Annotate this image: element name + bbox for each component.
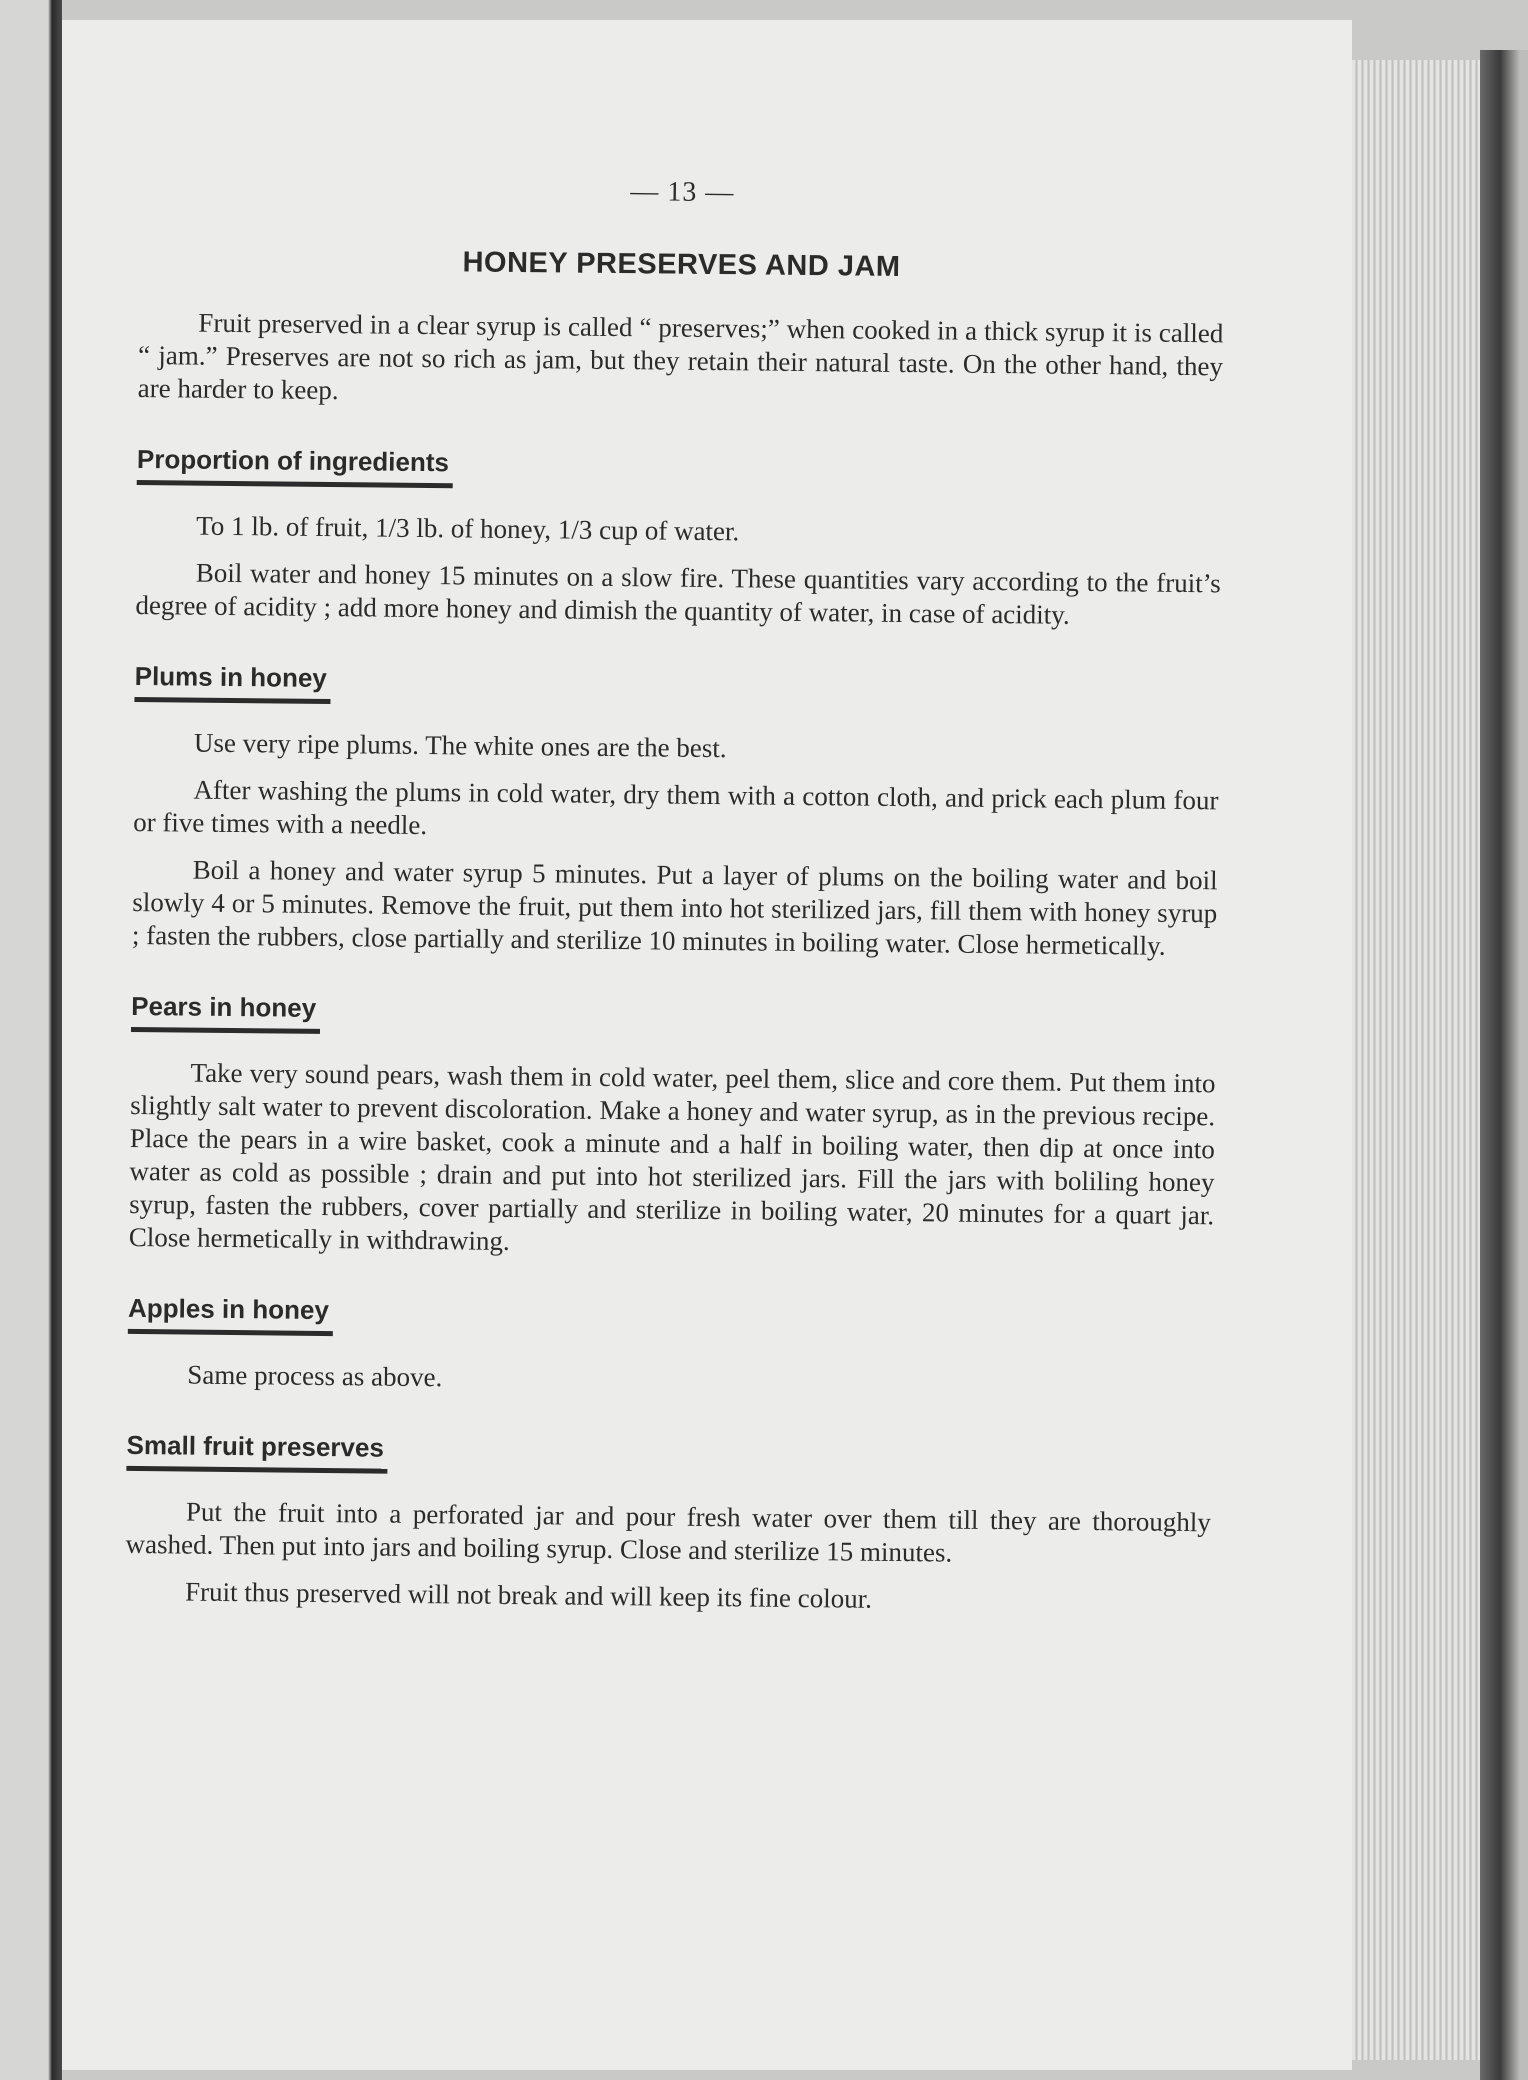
paragraph: Use very ripe plums. The white ones are the best. bbox=[193, 727, 727, 764]
paragraph: Same process as above. bbox=[187, 1359, 443, 1393]
section-heading: Small fruit preserves bbox=[126, 1429, 388, 1474]
intro-paragraph: Fruit preserved in a clear syrup is called “ preserves;” when cooked in a thick syrup it is called “ jam.” Preserves are not so rich as jam, but they retain their natural taste. On the other hand, they are harder to keep. bbox=[137, 307, 1224, 406]
section-proportion-of-ingredients bbox=[135, 419, 1222, 633]
paragraph: Boil a honey and water syrup 5 minutes. Put a layer of plums on the boiling water and boil slowly 4 or 5 minutes. Remove the fruit, put them into hot sterilized jars, fill them with honey syrup ; fasten the rubbers, close partially and sterilize 10 minutes in boiling water. Close hermetically. bbox=[131, 854, 1218, 961]
paragraph: Take very sound pears, wash them in cold water, peel them, slice and core them. Put them into slightly salt water to prevent discoloration. Make a honey and water syrup, as in the previous recipe. Place the pears in a wire basket, cook a minute and a half in boiling water, then dip at once into water as cold as possible ; drain and put into hot sterilized jars. Fill the jars with boliling honey syrup, fasten the rubbers, cover partially and sterilize in boiling water, 20 minutes for a quart jar. Close hermetically in withdrawing. bbox=[128, 1057, 1216, 1256]
section-pears-in-honey bbox=[129, 966, 1217, 1265]
paragraph: Put the fruit into a perforated jar and pour fresh water over them till they are thoroughly washed. Then put into jars and boiling syrup. Close and sterilize 15 minutes. bbox=[125, 1496, 1212, 1568]
book-cover-edge bbox=[1480, 50, 1528, 2080]
section-apples-in-honey bbox=[127, 1268, 1213, 1402]
paragraph: Fruit thus preserved will not break and will keep its fine colour. bbox=[184, 1576, 873, 1614]
page-number: — 13 — bbox=[630, 176, 735, 209]
paragraph: After washing the plums in cold water, dry them with a cotton cloth, and prick each plum four or five times with a needle. bbox=[133, 774, 1219, 841]
section-heading: Pears in honey bbox=[131, 990, 320, 1034]
section-heading: Proportion of ingredients bbox=[137, 443, 453, 488]
section-heading: Plums in honey bbox=[134, 660, 331, 704]
section-heading: Apples in honey bbox=[128, 1292, 333, 1336]
book-spine-shadow bbox=[0, 0, 62, 2080]
paragraph: To 1 lb. of fruit, 1/3 lb. of honey, 1/3 cup of water. bbox=[196, 510, 740, 547]
section-plums-in-honey bbox=[132, 636, 1220, 963]
page-title: HONEY PRESERVES AND JAM bbox=[462, 246, 901, 283]
paragraph: Boil water and honey 15 minutes on a slow fire. These quantities vary according to the fruit’s degree of acidity ; add more honey and dimish the quantity of water, in case of acidity. bbox=[135, 557, 1221, 630]
section-small-fruit-preserves bbox=[125, 1405, 1212, 1619]
page-content bbox=[125, 170, 1225, 1633]
